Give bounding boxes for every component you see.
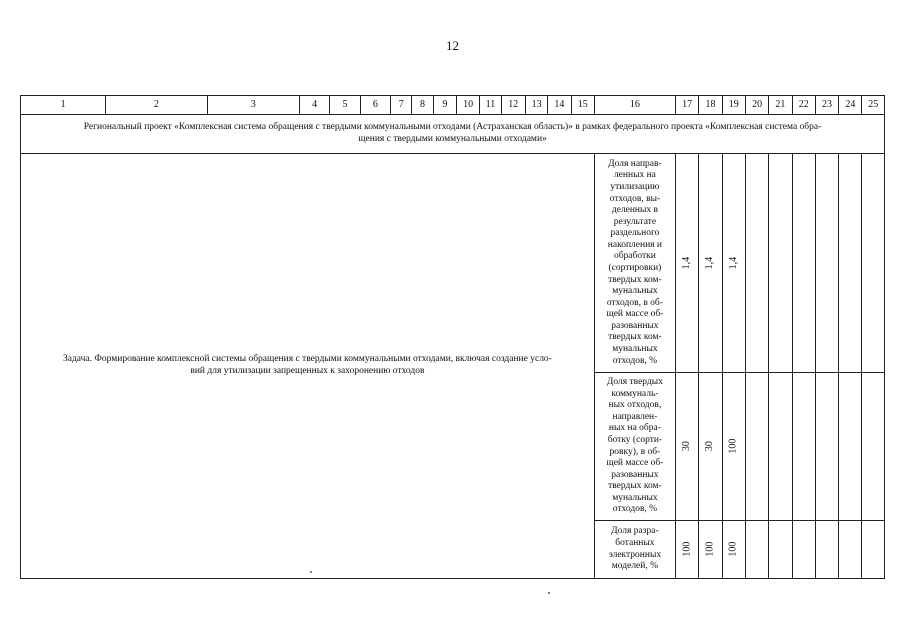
indicator-line: направлен- (612, 411, 658, 422)
indicator-line: ных отходов, (608, 400, 662, 411)
value-text: 100 (727, 541, 739, 557)
indicator-line: (сортировки) (608, 263, 662, 273)
column-number: 18 (699, 96, 722, 115)
empty-cell (792, 373, 815, 521)
column-number: 12 (501, 96, 525, 115)
column-number: 2 (106, 96, 207, 115)
value-text: 30 (681, 441, 693, 452)
column-number: 23 (815, 96, 838, 115)
indicator-row-1 (21, 154, 885, 373)
value-col-17 (675, 521, 698, 579)
value-col-17 (675, 373, 698, 521)
column-number: 4 (299, 96, 329, 115)
value-col-17 (675, 154, 698, 373)
column-number: 20 (745, 96, 768, 115)
value-col-19 (722, 373, 745, 521)
column-number: 24 (839, 96, 862, 115)
indicator-line: деленных в (611, 205, 658, 216)
indicator-line: ботку (сорти- (607, 434, 663, 445)
section-title-line: щения с твердыми коммунальными отходами» (358, 134, 547, 144)
value-text: 100 (727, 438, 739, 454)
value-text: 100 (681, 541, 693, 557)
indicator-line: ных на обра- (608, 423, 661, 434)
column-number: 7 (391, 96, 412, 115)
indicator-line: отходов, в об- (606, 297, 663, 308)
indicator-line: разованных (611, 320, 659, 331)
empty-cell (769, 373, 792, 521)
section-title-row (21, 115, 885, 154)
empty-cell (769, 154, 792, 373)
value-col-19 (722, 521, 745, 579)
scan-speck (310, 571, 312, 573)
column-number: 17 (675, 96, 698, 115)
column-number: 22 (792, 96, 815, 115)
indicator-line: моделей, % (611, 561, 659, 572)
empty-cell (862, 373, 885, 521)
task-line: Задача. Формирование комплексной системы обращения с твердыми коммунальными отходами, включая создание усло- (62, 354, 552, 365)
indicator-line: отходов, % (612, 504, 658, 515)
page-number: 12 (446, 38, 459, 53)
indicator-line: твердых ком- (608, 481, 662, 492)
indicator-name (594, 521, 675, 579)
empty-cell (862, 154, 885, 373)
indicator-line: отходов, вы- (609, 193, 661, 204)
column-number: 19 (722, 96, 745, 115)
column-number: 9 (433, 96, 456, 115)
indicator-line: результате (613, 216, 657, 227)
column-number: 5 (330, 96, 360, 115)
empty-cell (862, 521, 885, 579)
column-number: 1 (21, 96, 106, 115)
empty-cell (815, 521, 838, 579)
column-number: 15 (571, 96, 594, 115)
scan-speck (548, 592, 550, 594)
column-number: 14 (548, 96, 571, 115)
indicator-line: коммуналь- (611, 388, 659, 399)
indicator-line: утилизацию (610, 181, 660, 192)
column-number: 6 (360, 96, 390, 115)
empty-cell (815, 373, 838, 521)
indicator-line: ленных на (613, 170, 656, 181)
indicator-line: щей массе об- (606, 458, 664, 469)
empty-cell (745, 521, 768, 579)
column-number: 13 (525, 96, 547, 115)
empty-cell (792, 521, 815, 579)
empty-cell (745, 373, 768, 521)
value-text: 1,4 (681, 256, 693, 270)
indicator-name (594, 373, 675, 521)
empty-cell (839, 373, 862, 521)
indicator-line: Доля разра- (611, 526, 659, 537)
column-number: 3 (207, 96, 299, 115)
indicator-line: раздельного (610, 228, 660, 239)
indicator-line: мунальных (612, 492, 658, 503)
indicator-line: Доля направ- (608, 158, 662, 169)
value-text: 30 (704, 441, 716, 452)
section-title (21, 115, 885, 154)
empty-cell (792, 154, 815, 373)
value-text: 1,4 (704, 256, 716, 270)
empty-cell (745, 154, 768, 373)
indicator-line: мунальных (612, 286, 658, 297)
indicator-line: обработки (613, 251, 656, 262)
value-text: 1,4 (727, 256, 739, 270)
column-number: 25 (862, 96, 885, 115)
section-title-line: Региональный проект «Комплексная система обращения с твердыми коммунальными отходами (Астраханская область)» в рамках федерального проекта «Комплексная система обра- (83, 122, 822, 133)
task-line: вий для утилизации запрещенных к захоронению отходов (190, 366, 425, 376)
task-description (21, 154, 595, 579)
value-col-19 (722, 154, 745, 373)
indicator-line: твердых ком- (608, 332, 662, 343)
indicator-name (594, 154, 675, 373)
value-col-18 (699, 373, 722, 521)
empty-cell (839, 154, 862, 373)
empty-cell (815, 154, 838, 373)
indicator-line: щей массе об- (606, 309, 664, 320)
indicator-line: разованных (611, 469, 659, 480)
column-number: 21 (769, 96, 792, 115)
column-number: 16 (594, 96, 675, 115)
column-number-row (21, 96, 885, 115)
indicator-line: электронных (608, 549, 662, 560)
program-table (20, 95, 885, 579)
column-number: 8 (412, 96, 433, 115)
column-number: 10 (457, 96, 480, 115)
indicator-line: ботанных (615, 537, 655, 548)
indicator-line: ровку), в об- (609, 446, 661, 457)
indicator-line: накопления и (607, 239, 663, 250)
column-number: 11 (480, 96, 501, 115)
indicator-line: отходов, % (612, 355, 658, 366)
value-col-18 (699, 154, 722, 373)
value-col-18 (699, 521, 722, 579)
empty-cell (839, 521, 862, 579)
value-text: 100 (704, 541, 716, 557)
indicator-line: твердых ком- (608, 274, 662, 285)
indicator-line: мунальных (612, 344, 658, 355)
empty-cell (769, 521, 792, 579)
indicator-line: Доля твердых (606, 377, 663, 388)
